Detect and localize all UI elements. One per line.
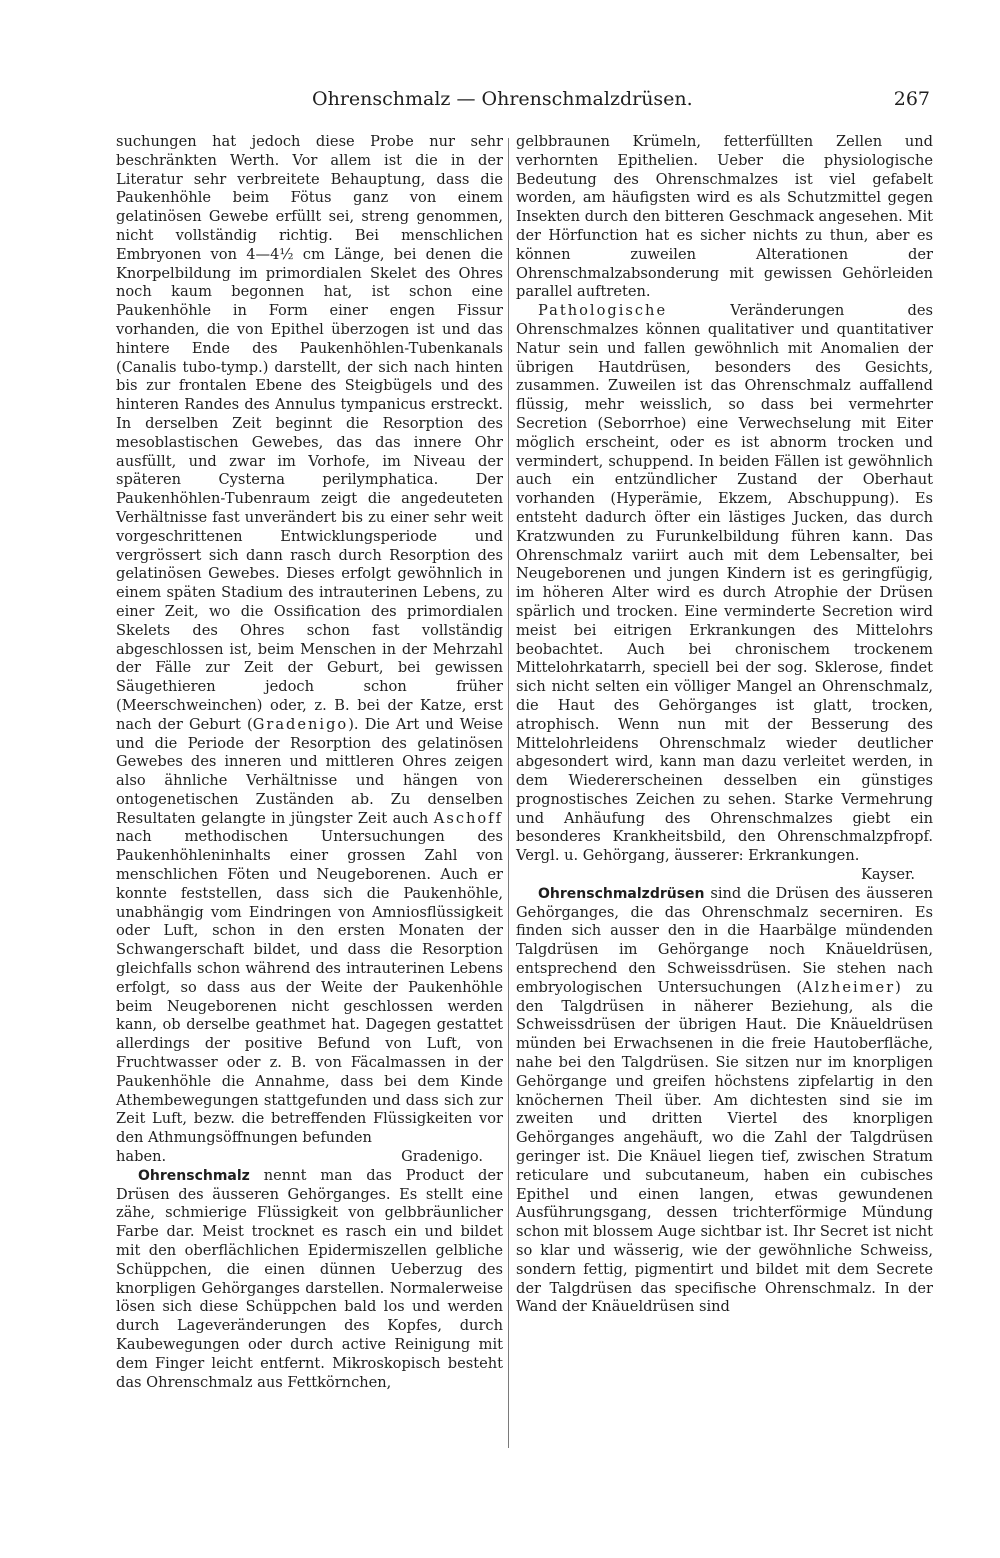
author-signature: Kayser.: [861, 866, 915, 884]
paragraph-ohrenschmalz: [116, 1167, 503, 1393]
left-column: [116, 133, 503, 1392]
text-run: Veränderungen des Ohrenschmalzes können qualitativer und quantitativer Natur sein und fallen gewöhnlich mit Anomalien der übrigen Hautdrüsen, besonders des Gesichts, zusammen. Zuweilen ist das Ohrenschmalz auffallend flüssig, mehr weisslich, so dass bei vermehrter Secretion (Seborrhoe) eine Verwechselung mit Eiter möglich erscheint, oder es ist abnorm trocken und vermindert, schuppend. In beiden Fällen ist gewöhnlich auch ein entzündlicher Zustand der Oberhaut vorhanden (Hyperämie, Ekzem, Abschuppung). Es entsteht dadurch öfter ein lästiges Jucken, das durch Kratzwunden zu Furunkelbildung führen kann. Das Ohrenschmalz variirt auch mit dem Lebensalter, bei Neugeborenen und jungen Kindern ist es geringfügig, im höheren Alter wird es durch Atrophie der Drüsen spärlich und trocken. Eine verminderte Secretion wird meist bei eitrigen Erkrankungen des Mittelohrs beobachtet. Auch bei chronischem trockenem Mittelohrkatarrh, speciell bei der sog. Sklerose, findet sich nicht selten ein völliger Mangel an Ohrenschmalz, die Haut des Gehörganges ist glatt, trocken, atrophisch. Wenn nun mit der Besserung des Mittelohrleidens Ohrenschmalz wieder deutlicher abgesondert wird, kann man dazu verleitet werden, in dem Wiedererscheinen desselben ein günstiges prognostisches Zeichen zu sehen. Starke Vermehrung und Anhäufung des Ohrenschmalzes giebt ein besonderes Krankheitsbild, den Ohrenschmalzpfropf. Vergl. u. Gehörgang, äusserer: Erkrankungen.: [516, 302, 933, 865]
author-name: Gradenigo: [252, 715, 349, 733]
spaced-term: Pathologische: [538, 302, 668, 320]
paragraph-fetus-tympanic-cavity: [116, 133, 503, 1148]
text-run: suchungen hat jedoch diese Probe nur sehr beschränkten Werth. Vor allem ist die in der Literatur sehr verbreitete Behauptung, dass die Paukenhöhle beim Fötus ganz von einem gelatinösen Gewebe erfüllt sei, streng genommen, nicht vollständig richtig. Bei menschlichen Embryonen von 4—4½ cm Länge, bei denen die Knorpelbildung im primordialen Skelet des Ohres noch kaum begonnen hat, ist schon eine Paukenhöhle in Form einer engen Fissur vorhanden, die von Epithel überzogen ist und das hintere Ende des Paukenhöhlen-Tubenkanals (Canalis tubo-tymp.) darstellt, der sich nach hinten bis zur frontalen Ebene des Steigbügels und des hinteren Randes des Annulus tympanicus erstreckt. In derselben Zeit beginnt die Resorption des mesoblastischen Gewebes, das das innere Ohr ausfüllt, und zwar im Vorhofe, im Niveau der späteren Cysterna perilymphatica. Der Paukenhöhlen-Tubenraum zeigt die angedeuteten Verhältnisse fast unverändert bis zu einer sehr weit vorgeschrittenen Entwicklungsperiode und vergrössert sich dann rasch durch Resorption des gelatinösen Gewebes. Dieses erfolgt gewöhnlich in einem späten Stadium des intrauterinen Lebens, zu einer Zeit, wo die Ossification des primordialen Skelets des Ohres schon fast vollständig abgeschlossen ist, beim Menschen in der Mehrzahl der Fälle zur Zeit der Geburt, bei gewissen Säugethieren jedoch schon früher (Meerschweinchen) oder, z. B. bei der Katze, erst nach der Geburt (: [116, 133, 503, 733]
text-run: ). Die Art und Weise und die Periode der Resorption des gelatinösen Gewebes des inneren und mittleren Ohres zeigen also ähnliche Verhältnisse und hängen von ontogenetischen Zuständen ab. Zu denselben Resultaten gelangte in jüngster Zeit auch: [116, 715, 503, 827]
text-run: nach methodischen Untersuchungen des Paukenhöhleninhalts einer grossen Zahl von menschlichen Föten und Neugeborenen. Auch er konnte feststellen, dass sich die Paukenhöhle, unabhängig vom Eindringen von Amniosflüssigkeit oder Luft, schon in den ersten Monaten der Schwangerschaft bildet, und dass die Resorption gleichfalls schon während des intrauterinen Lebens erfolgt, so dass aus der Weite der Paukenhöhle beim Neugeborenen nicht geschlossen werden kann, ob derselbe geathmet hat. Dagegen gestattet allerdings der positive Befund von Luft, von Fruchtwasser oder z. B. von Fäcalmassen in der Paukenhöhle die Annahme, dass bei dem Kinde Athembewegungen stattgefunden und dass sich zur Zeit Luft, bezw. die betreffenden Flüssigkeiten vor den Athmungsöffnungen befunden: [116, 828, 503, 1147]
text-run: nennt man das Product der Drüsen des äusseren Gehörganges. Es stellt eine zähe, schmierige Flüssigkeit von gelbbräunlicher Farbe dar. Meist trocknet es rasch ein und bildet mit den oberflächlichen Epidermiszellen gelbliche Schüppchen, die einen dünnen Ueberzug des knorpligen Gehörganges darstellen. Normalerweise lösen sich diese Schüppchen bald los und werden durch Lageveränderungen des Kopfes, durch Kaubewegungen oder durch active Reinigung mit dem Finger leicht entfernt. Mikroskopisch besteht das Ohrenschmalz aus Fettkörnchen,: [116, 1166, 503, 1391]
header-title: Ohrenschmalz — Ohrenschmalzdrüsen.: [312, 88, 693, 110]
text-run: sind die Drüsen des äusseren Gehörganges, die das Ohrenschmalz secerniren. Es finden sich ausser den in die Haarbälge mündenden Talgdrüsen im Gehörgange noch Knäueldrüsen, entsprechend den Schweissdrüsen. Sie stehen nach embryologischen Untersuchungen (: [516, 884, 933, 996]
paragraph-pathology: [516, 302, 933, 866]
column-divider: [508, 138, 509, 1448]
page-number: 267: [893, 88, 930, 110]
text-run: ) zu den Talgdrüsen in näherer Beziehung, als die Schweissdrüsen der übrigen Haut. Die Knäueldrüsen münden bei Erwachsenen in die freie Hautoberfläche, nahe bei den Talgdrüsen. Sie sitzen nur im knorpligen Gehörgange und greifen höchstens zipfelartig in den knöchernen Theil über. Am dichtesten sind sie im zweiten und dritten Viertel des knorpligen Gehörganges angehäuft, wo die Zahl der Talgdrüsen geringer ist. Die Knäuel liegen tief, zwischen Stratum reticulare und subcutaneum, haben ein cubisches Epithel und einen langen, etwas gewundenen Ausführungsgang, dessen trichterförmige Mündung schon mit blossem Auge sichtbar ist. Ihr Secret ist nicht so klar und wässerig, wie der gewöhnliche Schweiss, sondern fettig, pigmentirt und bildet mit dem Secrete der Talgdrüsen das specifische Ohrenschmalz. In der Wand der Knäueldrüsen sind: [516, 978, 934, 1316]
right-column: [516, 133, 933, 1317]
running-header: [116, 88, 930, 118]
author-name: Aschoff: [433, 809, 503, 827]
paragraph-continuation: gelbbraunen Krümeln, fetterfüllten Zellen und verhornten Epithelien. Ueber die physiologische Bedeutung des Ohrenschmalzes ist viel gefabelt worden, am häufigsten wird es als Schutzmittel gegen Insekten durch den bitteren Geschmack angesehen. Mit der Hörfunction hat es sicher nichts zu thun, aber es können zuweilen Alterationen der Ohrenschmalzabsonderung mit gewissen Gehörleiden parallel auftreten.: [516, 133, 933, 301]
signature-line: [116, 1148, 503, 1167]
author-signature: Gradenigo.: [401, 1148, 483, 1166]
author-name: Alzheimer: [802, 978, 896, 996]
paragraph-ohrenschmalzdruesen: [516, 885, 933, 1317]
entry-keyword: Ohrenschmalzdrüsen: [538, 885, 705, 902]
text-run: haben.: [116, 1148, 167, 1166]
entry-keyword: Ohrenschmalz: [138, 1167, 250, 1184]
